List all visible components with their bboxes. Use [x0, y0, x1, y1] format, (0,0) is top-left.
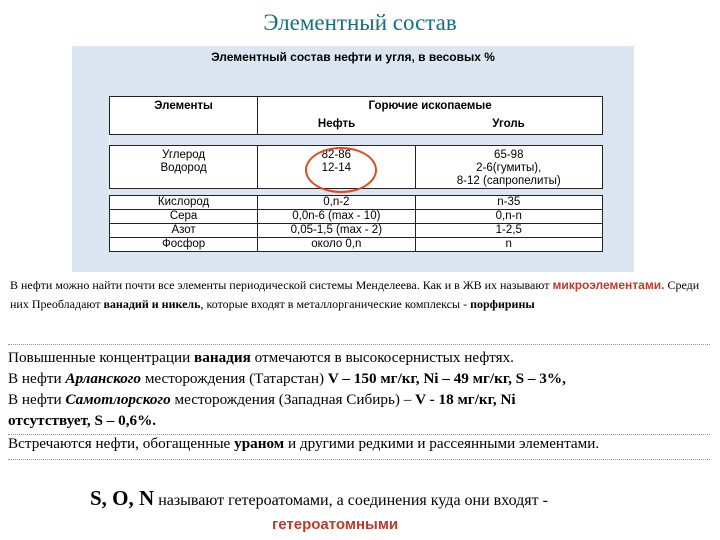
text: отмечаются в высокосернистых нефтях.: [250, 349, 514, 366]
text-line: [8, 433, 718, 454]
para-text: Среди них Преобладают: [10, 278, 700, 311]
bold-text: ванадия: [194, 349, 251, 366]
divider: [8, 344, 710, 345]
main-text: [8, 347, 718, 454]
coal-value: 1-2,5: [415, 224, 602, 238]
oil-value: 0,0n-6 (max - 10): [258, 210, 415, 224]
text: В нефти: [8, 391, 66, 408]
text-line: [8, 347, 718, 368]
text: месторождения (Западная Сибирь) –: [170, 391, 416, 408]
table-cell: [415, 146, 602, 189]
bold-text: S, O, N: [90, 486, 155, 510]
bold-text: ураном: [234, 435, 285, 452]
text-line: [8, 389, 718, 410]
para-text: В нефти можно найти почти все элементы периодической системы Менделеева. Как и в ЖВ их называют: [10, 278, 553, 292]
para-bold: порфирины: [470, 297, 535, 311]
italic-bold-text: Арланского: [65, 370, 142, 387]
text: месторождения (Татарстан): [141, 370, 328, 387]
highlight-oval: [305, 147, 377, 193]
element-name: Фосфор: [110, 238, 258, 252]
oil-value: 82-86: [321, 149, 352, 161]
table-cell: [110, 146, 258, 189]
bold-text: V - 18 мг/кг, Ni: [415, 391, 516, 408]
para-text: , которые входят в металлорганические комплексы -: [200, 297, 471, 311]
coal-value: 2-6(гумиты), 8-12 (сапропелиты): [456, 162, 561, 187]
element-name: Кислород: [110, 196, 258, 210]
footer-text: [90, 486, 710, 537]
header-elements: Элементы: [110, 97, 258, 135]
text: Встречаются нефти, обогащенные: [8, 435, 235, 452]
text-line: [8, 368, 718, 389]
bold-text: отсутствует, S – 0,6%.: [8, 412, 157, 429]
divider: [8, 459, 710, 460]
text-line: [90, 513, 710, 537]
text: и другими редкими и рассеянными элементами.: [284, 435, 600, 452]
text: В нефти: [8, 370, 66, 387]
oil-value: 0,n-2: [258, 196, 415, 210]
text: называют гетероатомами, а соединения куда они входят -: [154, 492, 548, 509]
oil-value: 0,05-1,5 (max - 2): [258, 224, 415, 238]
header-coal: Уголь: [415, 116, 602, 135]
coal-value: 65-98: [494, 149, 524, 161]
oil-value: 12-14: [321, 162, 352, 174]
text-line: [90, 486, 710, 513]
element-name: Сера: [110, 210, 258, 224]
intro-paragraph: [10, 276, 710, 314]
element-name: Водород: [160, 162, 207, 174]
oil-value: около 0,n: [258, 238, 415, 252]
para-bold: ванадий и никель: [103, 297, 201, 311]
slide-title: Элементный состав: [263, 10, 457, 35]
text: Повышенные концентрации: [8, 349, 195, 366]
element-name: Углерод: [162, 149, 206, 161]
highlight-text: гетероатомными: [272, 516, 399, 533]
table-row: [110, 238, 603, 252]
italic-bold-text: Самотлорского: [65, 391, 171, 408]
element-name: Азот: [110, 224, 258, 238]
divider: [8, 434, 710, 435]
table-row: [110, 196, 603, 210]
bold-text: V – 150 мг/кг, Ni – 49 мг/кг, S – 3%,: [327, 370, 566, 387]
table-row: [110, 224, 603, 238]
text-line: [8, 410, 718, 431]
header-fossils: Горючие ископаемые: [258, 97, 603, 116]
coal-value: n-35: [415, 196, 602, 210]
coal-value: n: [415, 238, 602, 252]
coal-value: 0,n-n: [415, 210, 602, 224]
header-oil: Нефть: [258, 116, 415, 135]
para-highlight: микроэлементами.: [552, 278, 665, 292]
table-row: [110, 210, 603, 224]
table-caption: Элементный состав нефти и угля, в весовых %: [211, 50, 495, 64]
